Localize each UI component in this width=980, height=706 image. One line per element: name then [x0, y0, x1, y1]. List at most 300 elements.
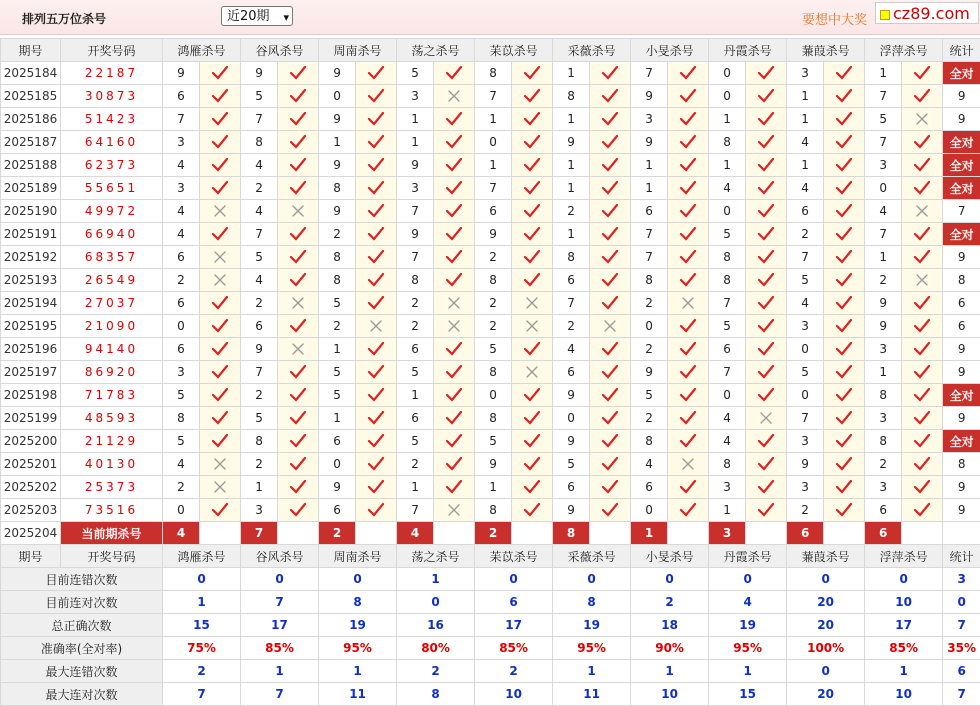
table-row — [1, 269, 980, 292]
stat-value: 16 — [397, 614, 475, 637]
draw-numbers-cell: 62373 — [61, 154, 163, 177]
check-icon — [200, 154, 241, 177]
kill-value-cell: 9 — [553, 131, 590, 154]
check-icon — [356, 131, 397, 154]
check-icon — [590, 223, 631, 246]
kill-value-cell: 0 — [319, 453, 356, 476]
col-header-expert[interactable]: 荡之杀号 — [397, 39, 475, 62]
kill-value-cell: 1 — [397, 476, 434, 499]
check-icon — [824, 430, 865, 453]
kill-value-cell: 4 — [709, 430, 746, 453]
check-icon — [200, 177, 241, 200]
kill-value-cell: 8 — [709, 131, 746, 154]
kill-value-cell: 7 — [475, 177, 512, 200]
col-header-expert[interactable]: 蒹葭杀号 — [787, 545, 865, 568]
cross-icon — [434, 315, 475, 338]
kill-value-cell: 2 — [241, 177, 278, 200]
current-kill-blank — [200, 522, 241, 545]
check-icon — [356, 177, 397, 200]
kill-value-cell: 5 — [319, 384, 356, 407]
check-icon — [746, 62, 787, 85]
check-icon — [512, 108, 553, 131]
check-icon — [512, 407, 553, 430]
kill-value-cell: 8 — [631, 269, 668, 292]
check-icon — [902, 338, 943, 361]
check-icon — [746, 85, 787, 108]
check-icon — [356, 154, 397, 177]
stat-value: 4 — [709, 591, 787, 614]
check-icon — [356, 338, 397, 361]
check-icon — [590, 108, 631, 131]
kill-value-cell: 1 — [397, 384, 434, 407]
kill-value-cell: 9 — [319, 154, 356, 177]
draw-numbers-cell: 71783 — [61, 384, 163, 407]
check-icon — [356, 476, 397, 499]
check-icon — [434, 476, 475, 499]
check-icon — [278, 154, 319, 177]
draw-numbers-cell: 68357 — [61, 246, 163, 269]
stat-value: 90% — [631, 637, 709, 660]
col-header-expert[interactable]: 蒹葭杀号 — [787, 39, 865, 62]
current-kill-value: 2 — [319, 522, 356, 545]
check-icon — [278, 430, 319, 453]
stat-value: 18 — [631, 614, 709, 637]
kill-value-cell: 1 — [787, 108, 824, 131]
kill-value-cell: 1 — [787, 85, 824, 108]
check-icon — [512, 338, 553, 361]
check-icon — [512, 62, 553, 85]
check-icon — [590, 200, 631, 223]
kill-value-cell: 9 — [319, 200, 356, 223]
kill-value-cell: 2 — [319, 223, 356, 246]
kill-value-cell: 6 — [553, 361, 590, 384]
check-icon — [434, 361, 475, 384]
kill-value-cell: 8 — [319, 177, 356, 200]
kill-value-cell: 8 — [865, 384, 902, 407]
check-icon — [746, 223, 787, 246]
period-range-select[interactable] — [221, 6, 293, 26]
col-header-period: 期号 — [1, 545, 61, 568]
check-icon — [746, 430, 787, 453]
check-icon — [824, 85, 865, 108]
kill-value-cell: 2 — [553, 315, 590, 338]
current-kill-value: 6 — [865, 522, 902, 545]
cross-icon — [668, 453, 709, 476]
check-icon — [434, 108, 475, 131]
check-icon — [902, 476, 943, 499]
table-row — [1, 85, 980, 108]
stat-value: 11 — [319, 683, 397, 706]
check-icon — [512, 177, 553, 200]
check-icon — [668, 131, 709, 154]
promo-text[interactable]: 要想中大奖 — [802, 9, 867, 28]
check-icon — [356, 62, 397, 85]
check-icon — [668, 499, 709, 522]
kill-value-cell: 7 — [397, 246, 434, 269]
kill-value-cell: 4 — [241, 200, 278, 223]
row-total-cell: 全对 — [943, 430, 980, 453]
col-header-expert[interactable]: 鸿雁杀号 — [163, 545, 241, 568]
top-bar — [0, 0, 980, 35]
check-icon — [668, 177, 709, 200]
stat-value: 1 — [631, 660, 709, 683]
kill-value-cell: 7 — [865, 85, 902, 108]
col-header-total: 统计 — [943, 39, 980, 62]
table-row — [1, 384, 980, 407]
check-icon — [512, 246, 553, 269]
kill-value-cell: 9 — [553, 499, 590, 522]
kill-value-cell: 9 — [631, 131, 668, 154]
kill-value-cell: 1 — [319, 338, 356, 361]
period-cell: 2025187 — [1, 131, 61, 154]
kill-value-cell: 1 — [475, 476, 512, 499]
check-icon — [512, 453, 553, 476]
kill-value-cell: 4 — [787, 292, 824, 315]
stat-value: 0 — [475, 568, 553, 591]
col-header-expert[interactable]: 苿苡杀号 — [475, 545, 553, 568]
kill-value-cell: 8 — [631, 430, 668, 453]
kill-value-cell: 9 — [475, 453, 512, 476]
stat-value: 2 — [631, 591, 709, 614]
check-icon — [590, 131, 631, 154]
col-header-expert[interactable]: 周南杀号 — [319, 39, 397, 62]
check-icon — [902, 85, 943, 108]
check-icon — [590, 499, 631, 522]
check-icon — [278, 131, 319, 154]
current-kill-value: 2 — [475, 522, 512, 545]
kill-value-cell: 5 — [397, 361, 434, 384]
check-icon — [200, 292, 241, 315]
stat-value: 0 — [865, 568, 943, 591]
check-icon — [668, 269, 709, 292]
period-cell: 2025199 — [1, 407, 61, 430]
kill-value-cell: 1 — [319, 131, 356, 154]
current-kill-blank — [902, 522, 943, 545]
kill-value-cell: 0 — [553, 407, 590, 430]
check-icon — [200, 108, 241, 131]
row-total-cell: 全对 — [943, 131, 980, 154]
row-total-cell: 9 — [943, 407, 980, 430]
kill-value-cell: 5 — [241, 85, 278, 108]
check-icon — [824, 407, 865, 430]
check-icon — [824, 200, 865, 223]
check-icon — [512, 223, 553, 246]
check-icon — [512, 269, 553, 292]
check-icon — [746, 292, 787, 315]
stat-value: 0 — [787, 568, 865, 591]
cross-icon — [200, 269, 241, 292]
col-header-expert[interactable]: 采薇杀号 — [553, 545, 631, 568]
chevron-down-icon: ▾ — [283, 8, 289, 28]
check-icon — [746, 361, 787, 384]
check-icon — [356, 453, 397, 476]
check-icon — [668, 62, 709, 85]
check-icon — [902, 453, 943, 476]
draw-numbers-cell: 27037 — [61, 292, 163, 315]
kill-value-cell: 8 — [319, 269, 356, 292]
kill-value-cell: 3 — [865, 476, 902, 499]
check-icon — [512, 200, 553, 223]
cross-icon — [434, 292, 475, 315]
check-icon — [590, 476, 631, 499]
check-icon — [356, 292, 397, 315]
check-icon — [356, 108, 397, 131]
check-icon — [824, 223, 865, 246]
kill-value-cell: 1 — [709, 499, 746, 522]
col-header-expert[interactable]: 周南杀号 — [319, 545, 397, 568]
check-icon — [590, 407, 631, 430]
kill-value-cell: 2 — [631, 292, 668, 315]
kill-value-cell: 6 — [631, 200, 668, 223]
col-header-expert[interactable]: 鸿雁杀号 — [163, 39, 241, 62]
table-row — [1, 453, 980, 476]
kill-value-cell: 8 — [475, 269, 512, 292]
kill-value-cell: 9 — [319, 108, 356, 131]
check-icon — [356, 85, 397, 108]
check-icon — [590, 292, 631, 315]
kill-value-cell: 9 — [787, 453, 824, 476]
kill-value-cell: 6 — [163, 246, 200, 269]
current-kill-blank — [434, 522, 475, 545]
current-total-blank — [943, 522, 980, 545]
kill-value-cell: 5 — [319, 292, 356, 315]
check-icon — [824, 453, 865, 476]
check-icon — [590, 384, 631, 407]
draw-numbers-cell: 48593 — [61, 407, 163, 430]
kill-value-cell: 5 — [709, 223, 746, 246]
stat-value: 1 — [865, 660, 943, 683]
col-header-expert[interactable]: 丹霞杀号 — [709, 545, 787, 568]
kill-value-cell: 1 — [553, 223, 590, 246]
kill-value-cell: 8 — [241, 430, 278, 453]
kill-value-cell: 7 — [865, 131, 902, 154]
check-icon — [356, 499, 397, 522]
stat-label: 总正确次数 — [1, 614, 163, 637]
check-icon — [668, 430, 709, 453]
check-icon — [824, 338, 865, 361]
kill-value-cell: 1 — [475, 108, 512, 131]
site-logo[interactable] — [875, 2, 979, 24]
stat-value: 95% — [553, 637, 631, 660]
kill-value-cell: 6 — [709, 338, 746, 361]
kill-value-cell: 1 — [709, 108, 746, 131]
check-icon — [200, 131, 241, 154]
table-row — [1, 246, 980, 269]
kill-value-cell: 1 — [553, 108, 590, 131]
check-icon — [200, 338, 241, 361]
kill-value-cell: 0 — [319, 85, 356, 108]
current-kill-value: 8 — [553, 522, 590, 545]
kill-value-cell: 0 — [163, 315, 200, 338]
check-icon — [824, 269, 865, 292]
table-row — [1, 154, 980, 177]
period-cell: 2025188 — [1, 154, 61, 177]
table-footer-header-row — [1, 545, 980, 568]
kill-value-cell: 5 — [163, 430, 200, 453]
kill-value-cell: 5 — [241, 407, 278, 430]
stat-value: 0 — [163, 568, 241, 591]
table-row — [1, 361, 980, 384]
check-icon — [824, 361, 865, 384]
col-header-expert[interactable]: 小旻杀号 — [631, 545, 709, 568]
draw-numbers-cell: 64160 — [61, 131, 163, 154]
cross-icon — [200, 476, 241, 499]
current-kill-label: 当前期杀号 — [61, 522, 163, 545]
kill-value-cell: 2 — [865, 269, 902, 292]
kill-value-cell: 3 — [709, 476, 746, 499]
col-header-expert[interactable]: 荡之杀号 — [397, 545, 475, 568]
cross-icon — [200, 246, 241, 269]
stat-row — [1, 614, 980, 637]
check-icon — [278, 246, 319, 269]
cross-icon — [512, 361, 553, 384]
kill-value-cell: 8 — [553, 246, 590, 269]
kill-value-cell: 2 — [787, 499, 824, 522]
kill-value-cell: 1 — [553, 154, 590, 177]
check-icon — [902, 430, 943, 453]
stat-value: 1 — [319, 660, 397, 683]
kill-value-cell: 0 — [709, 85, 746, 108]
check-icon — [512, 131, 553, 154]
kill-value-cell: 3 — [241, 499, 278, 522]
stat-label: 目前连错次数 — [1, 568, 163, 591]
kill-value-cell: 6 — [319, 430, 356, 453]
check-icon — [902, 499, 943, 522]
col-header-expert[interactable]: 小旻杀号 — [631, 39, 709, 62]
kill-value-cell: 0 — [709, 200, 746, 223]
kill-value-cell: 2 — [631, 338, 668, 361]
kill-value-cell: 7 — [787, 246, 824, 269]
cross-icon — [902, 200, 943, 223]
stat-value: 85% — [865, 637, 943, 660]
stat-value: 15 — [709, 683, 787, 706]
check-icon — [512, 476, 553, 499]
period-cell: 2025189 — [1, 177, 61, 200]
current-kill-blank — [590, 522, 631, 545]
table-row — [1, 407, 980, 430]
check-icon — [278, 108, 319, 131]
kill-value-cell: 9 — [319, 476, 356, 499]
stat-value: 8 — [397, 683, 475, 706]
stat-total: 0 — [943, 591, 980, 614]
kill-value-cell: 4 — [709, 407, 746, 430]
kill-value-cell: 8 — [163, 407, 200, 430]
check-icon — [902, 384, 943, 407]
cross-icon — [278, 338, 319, 361]
check-icon — [902, 246, 943, 269]
row-total-cell: 全对 — [943, 62, 980, 85]
row-total-cell: 9 — [943, 108, 980, 131]
kill-value-cell: 5 — [865, 108, 902, 131]
current-kill-blank — [668, 522, 709, 545]
check-icon — [668, 384, 709, 407]
kill-value-cell: 6 — [475, 200, 512, 223]
kill-value-cell: 0 — [709, 62, 746, 85]
draw-numbers-cell: 22187 — [61, 62, 163, 85]
current-kill-blank — [512, 522, 553, 545]
col-header-expert[interactable]: 丹霞杀号 — [709, 39, 787, 62]
kill-value-cell: 1 — [631, 177, 668, 200]
stat-value: 0 — [553, 568, 631, 591]
kill-value-cell: 5 — [631, 384, 668, 407]
kill-value-cell: 4 — [163, 200, 200, 223]
check-icon — [434, 246, 475, 269]
cross-icon — [278, 200, 319, 223]
row-total-cell: 6 — [943, 292, 980, 315]
kill-value-cell: 3 — [787, 476, 824, 499]
period-cell: 2025191 — [1, 223, 61, 246]
draw-numbers-cell: 73516 — [61, 499, 163, 522]
kill-value-cell: 9 — [397, 223, 434, 246]
kill-value-cell: 4 — [787, 177, 824, 200]
col-header-expert[interactable]: 浮萍杀号 — [865, 545, 943, 568]
kill-value-cell: 9 — [319, 62, 356, 85]
check-icon — [434, 177, 475, 200]
kill-value-cell: 3 — [163, 361, 200, 384]
kill-value-cell: 8 — [475, 407, 512, 430]
col-header-expert[interactable]: 苿苡杀号 — [475, 39, 553, 62]
col-header-expert[interactable]: 谷风杀号 — [241, 545, 319, 568]
draw-numbers-cell: 49972 — [61, 200, 163, 223]
kill-value-cell: 6 — [631, 476, 668, 499]
kill-value-cell: 0 — [475, 384, 512, 407]
kill-value-cell: 7 — [163, 108, 200, 131]
stat-value: 0 — [241, 568, 319, 591]
kill-value-cell: 4 — [163, 223, 200, 246]
check-icon — [590, 62, 631, 85]
kill-value-cell: 8 — [553, 85, 590, 108]
kill-value-cell: 9 — [241, 338, 278, 361]
row-total-cell: 9 — [943, 85, 980, 108]
check-icon — [668, 108, 709, 131]
check-icon — [746, 384, 787, 407]
col-header-expert[interactable]: 浮萍杀号 — [865, 39, 943, 62]
kill-value-cell: 1 — [709, 154, 746, 177]
check-icon — [434, 338, 475, 361]
stat-value: 0 — [709, 568, 787, 591]
check-icon — [590, 430, 631, 453]
period-cell: 2025193 — [1, 269, 61, 292]
kill-value-cell: 2 — [475, 246, 512, 269]
check-icon — [356, 200, 397, 223]
table-row — [1, 315, 980, 338]
stat-value: 100% — [787, 637, 865, 660]
col-header-numbers: 开奖号码 — [61, 545, 163, 568]
kill-value-cell: 7 — [397, 200, 434, 223]
stat-value: 17 — [475, 614, 553, 637]
stat-label: 目前连对次数 — [1, 591, 163, 614]
stat-value: 0 — [631, 568, 709, 591]
stat-value: 1 — [241, 660, 319, 683]
kill-value-cell: 9 — [631, 85, 668, 108]
stat-total: 7 — [943, 683, 980, 706]
check-icon — [434, 384, 475, 407]
check-icon — [356, 407, 397, 430]
check-icon — [278, 453, 319, 476]
kill-value-cell: 9 — [865, 292, 902, 315]
period-cell: 2025185 — [1, 85, 61, 108]
kill-value-cell: 4 — [787, 131, 824, 154]
cross-icon — [590, 315, 631, 338]
kill-value-cell: 2 — [787, 223, 824, 246]
col-header-expert[interactable]: 采薇杀号 — [553, 39, 631, 62]
stat-row — [1, 568, 980, 591]
check-icon — [200, 499, 241, 522]
col-header-expert[interactable]: 谷风杀号 — [241, 39, 319, 62]
stat-label: 最大连对次数 — [1, 683, 163, 706]
check-icon — [590, 85, 631, 108]
period-cell: 2025196 — [1, 338, 61, 361]
